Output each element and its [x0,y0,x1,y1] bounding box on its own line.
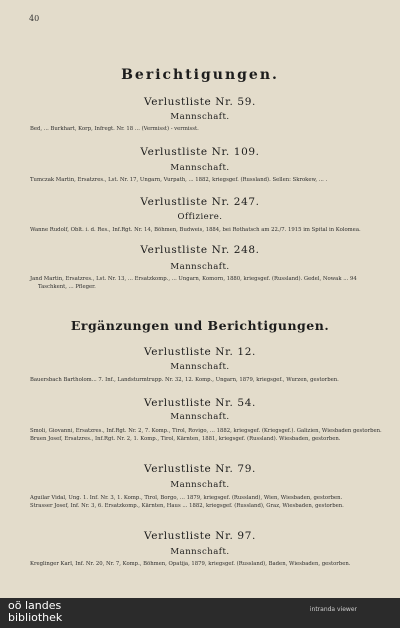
logo-line-2: bibliothek [8,611,63,624]
list-heading: Verlustliste Nr. 247. [140,196,260,208]
viewer-label[interactable]: intranda viewer [309,606,357,613]
list-heading: Verlustliste Nr. 248. [140,244,260,256]
library-logo[interactable] [8,600,62,624]
category-label: Mannschaft. [170,163,230,173]
entry-line: Taschkent, ... Pfleger. [38,284,96,290]
logo-line-1: oö landes [8,599,62,612]
section-title: Ergänzungen und Berichtigungen. [70,318,330,333]
category-label: Mannschaft. [170,362,230,372]
entry-line: Bauersbach Bartholom... 7. Inf., Landsturmtrupp. Nr. 32, 12. Komp., Ungarn, 1879, kriegsgef., Wurzen, gestorben. [30,377,339,383]
entry-line: Wanne Rudolf, Oblt. i. d. Res., Inf.Rgt. Nr. 14, Böhmen, Budweis, 1884, bei Rothatsch am 22./7. 1915 im Spital in Kolomea. [30,227,361,233]
entry-line: Smoli, Giovanni, Ersatzres., Inf.Rgt. Nr. 2, 7. Komp., Tirol, Rovigo, ... 1882, kriegsgef. (Kriegsgef.). Galizien, Wiesbaden gestorben. [30,428,382,434]
category-label: Mannschaft. [170,480,230,490]
list-heading: Verlustliste Nr. 109. [140,146,260,158]
entry-line: Bed, ... Burkhart, Korp, Infregt. Nr. 18 ... (Vermisst) - vermisst. [30,126,199,132]
entry-line: Aguilar Vidal, Ung. 1. Inf. Nr. 3, 1. Komp., Tirol, Borgo, ... 1879, kriegsgef. (Russland), Wien, Wiesbaden, gestorben. [30,495,343,501]
entry-line: Tumczak Martin, Ersatzres., Lst. Nr. 17, Ungarn, Vurpath, ... 1882, kriegsgef. (Russland). Sellen: Skrokew, ... . [30,177,328,183]
entry-line: Strasser Josef, Inf. Nr. 3, 6. Ersatzkomp., Kärnten, Haus ... 1882, kriegsgef. (Russland), Graz, Wiesbaden, gestorben. [30,503,344,509]
list-heading: Verlustliste Nr. 97. [144,530,256,542]
entry-line: Jand Martin, Ersatzres., Lst. Nr. 13, ... Ersatzkomp., ... Ungarn, Komorn, 1880, kriegsgef. (Russland). Gedel, Nowak ... 94 [30,276,357,282]
list-heading: Verlustliste Nr. 12. [144,346,256,358]
category-label: Mannschaft. [170,547,230,557]
viewer-footer [0,598,400,628]
entry-line: Bruen Josef, Ersatzres., Inf.Rgt. Nr. 2, 1. Komp., Tirol, Kärnten, 1881, kriegsgef. (Russland). Wiesbaden, gestorben. [30,436,341,442]
category-label: Offiziere. [177,212,223,222]
entry-line: Kreglinger Karl, Inf. Nr. 20, Nr. 7, Komp., Böhmen, Opatija, 1879, kriegsgef. (Russland), Baden, Wiesbaden, gestorben. [30,561,351,567]
category-label: Mannschaft. [170,262,230,272]
category-label: Mannschaft. [170,412,230,422]
list-heading: Verlustliste Nr. 54. [144,397,256,409]
list-heading: Verlustliste Nr. 79. [144,463,256,475]
category-label: Mannschaft. [170,112,230,122]
page-number: 40 [29,14,40,23]
page-title: Berichtigungen. [121,67,279,83]
list-heading: Verlustliste Nr. 59. [144,96,256,108]
